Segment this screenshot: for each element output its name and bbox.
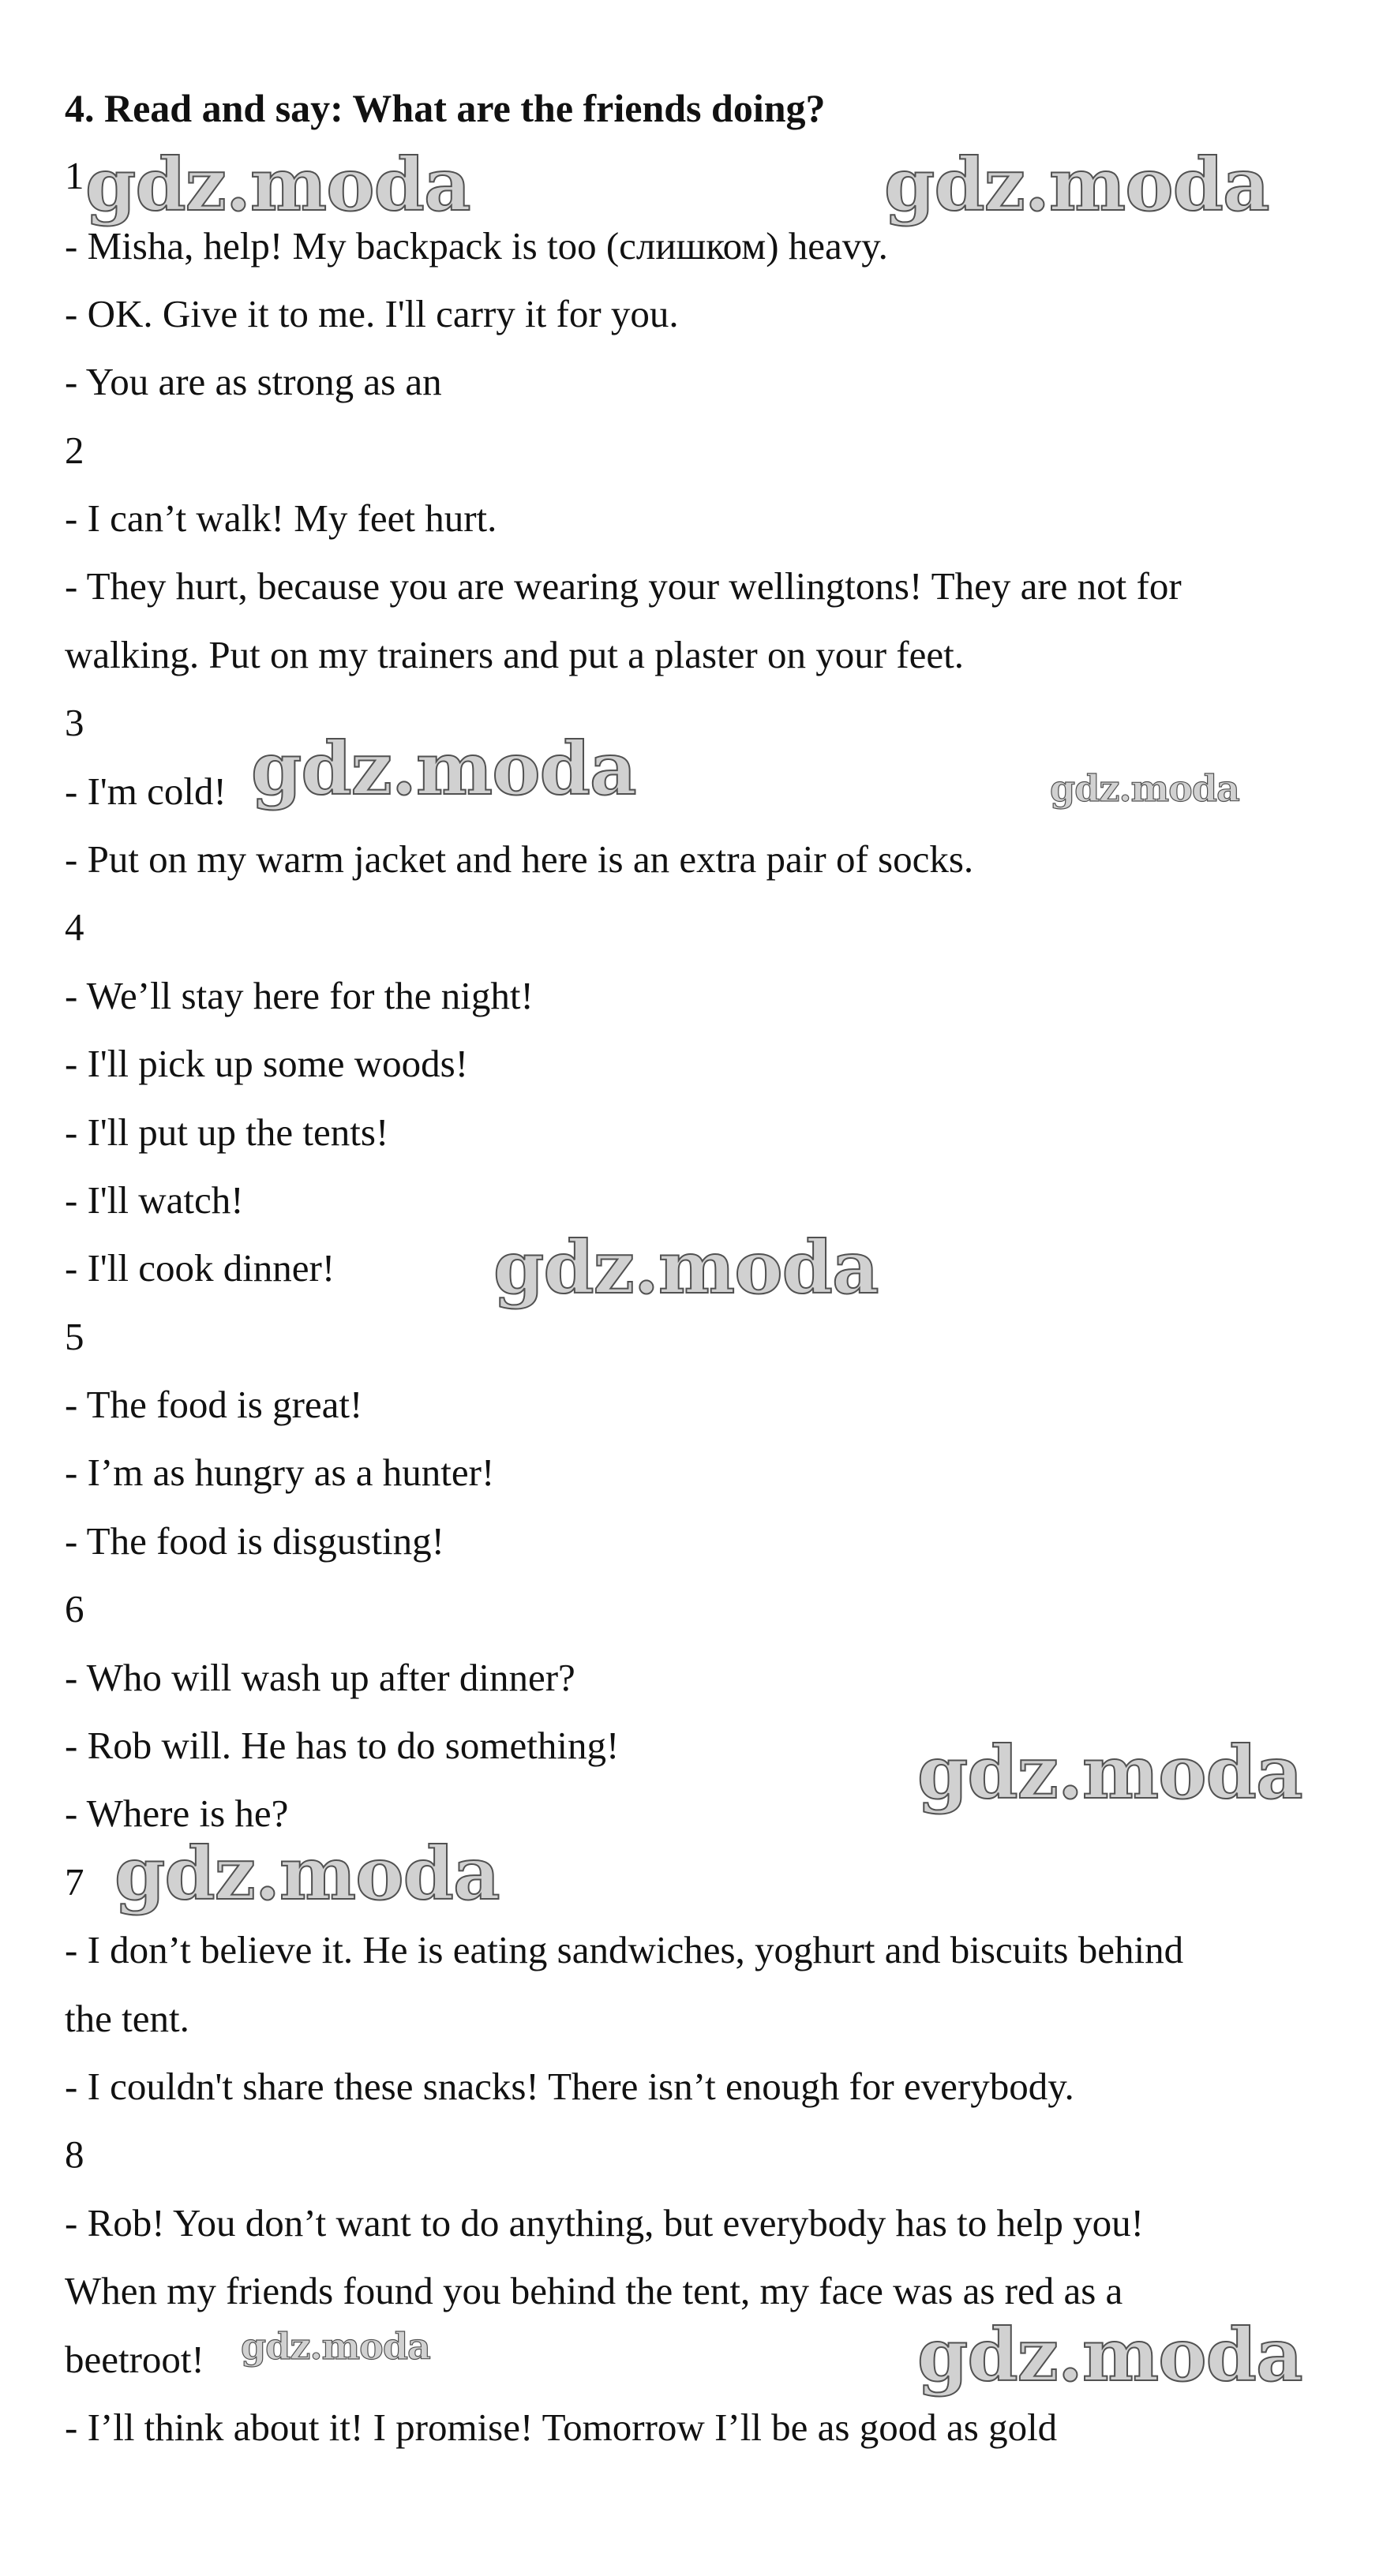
text-line: - We’ll stay here for the night! bbox=[65, 974, 534, 1017]
text-line: 1 bbox=[65, 154, 84, 197]
text-line: When my friends found you behind the tent, my face was as red as a bbox=[65, 2269, 1123, 2312]
text-line: - I'll watch! bbox=[65, 1178, 244, 1222]
text-line: 7 bbox=[65, 1860, 84, 1904]
text-line: - The food is great! bbox=[65, 1383, 363, 1426]
text-line: - The food is disgusting! bbox=[65, 1519, 444, 1563]
text-line: - I can’t walk! My feet hurt. bbox=[65, 496, 497, 540]
text-line: - I'll pick up some woods! bbox=[65, 1042, 469, 1085]
text-line: - I’ll think about it! I promise! Tomorrow I’ll be as good as gold bbox=[65, 2406, 1058, 2449]
watermark: gdz.moda bbox=[241, 2325, 430, 2368]
text-line: 3 bbox=[65, 701, 84, 744]
text-line: the tent. bbox=[65, 1997, 189, 2040]
watermark: gdz.moda bbox=[917, 2312, 1302, 2398]
watermark: gdz.moda bbox=[917, 1730, 1302, 1815]
text-line: - I'll cook dinner! bbox=[65, 1246, 335, 1290]
text-line: walking. Put on my trainers and put a plaster on your feet. bbox=[65, 633, 964, 676]
text-line: - I'll put up the tents! bbox=[65, 1110, 389, 1154]
text-line: - I don’t believe it. He is eating sandwiches, yoghurt and biscuits behind bbox=[65, 1928, 1184, 1971]
watermark: gdz.moda bbox=[251, 726, 636, 811]
text-line: 4 bbox=[65, 905, 84, 949]
text-line: - Put on my warm jacket and here is an extra pair of socks. bbox=[65, 837, 974, 881]
text-line: 2 bbox=[65, 429, 84, 472]
text-line: - You are as strong as an bbox=[65, 360, 442, 403]
text-line: 5 bbox=[65, 1315, 84, 1358]
exercise-heading: 4. Read and say: What are the friends doing? bbox=[65, 86, 826, 130]
text-line: 6 bbox=[65, 1587, 84, 1631]
watermark: gdz.moda bbox=[884, 142, 1269, 227]
watermark: gdz.moda bbox=[1050, 767, 1239, 810]
text-line: - Rob! You don’t want to do anything, but everybody has to help you! bbox=[65, 2201, 1144, 2245]
text-line: - They hurt, because you are wearing your wellingtons! They are not for bbox=[65, 564, 1182, 608]
text-line: beetroot! bbox=[65, 2338, 204, 2381]
text-line: - OK. Give it to me. I'll carry it for you. bbox=[65, 292, 679, 335]
watermark: gdz.moda bbox=[493, 1225, 879, 1310]
watermark: gdz.moda bbox=[114, 1831, 500, 1916]
watermark: gdz.moda bbox=[85, 142, 470, 227]
text-line: - Misha, help! My backpack is too (слишком) heavy. bbox=[65, 224, 888, 268]
text-line: - I'm cold! bbox=[65, 769, 227, 813]
text-line: - I’m as hungry as a hunter! bbox=[65, 1451, 495, 1494]
text-line: - Who will wash up after dinner? bbox=[65, 1656, 575, 1699]
text-line: - Rob will. He has to do something! bbox=[65, 1724, 620, 1767]
text-line: - Where is he? bbox=[65, 1792, 289, 1835]
text-line: - I couldn't share these snacks! There isn’t enough for everybody. bbox=[65, 2065, 1074, 2108]
text-line: 8 bbox=[65, 2132, 84, 2176]
